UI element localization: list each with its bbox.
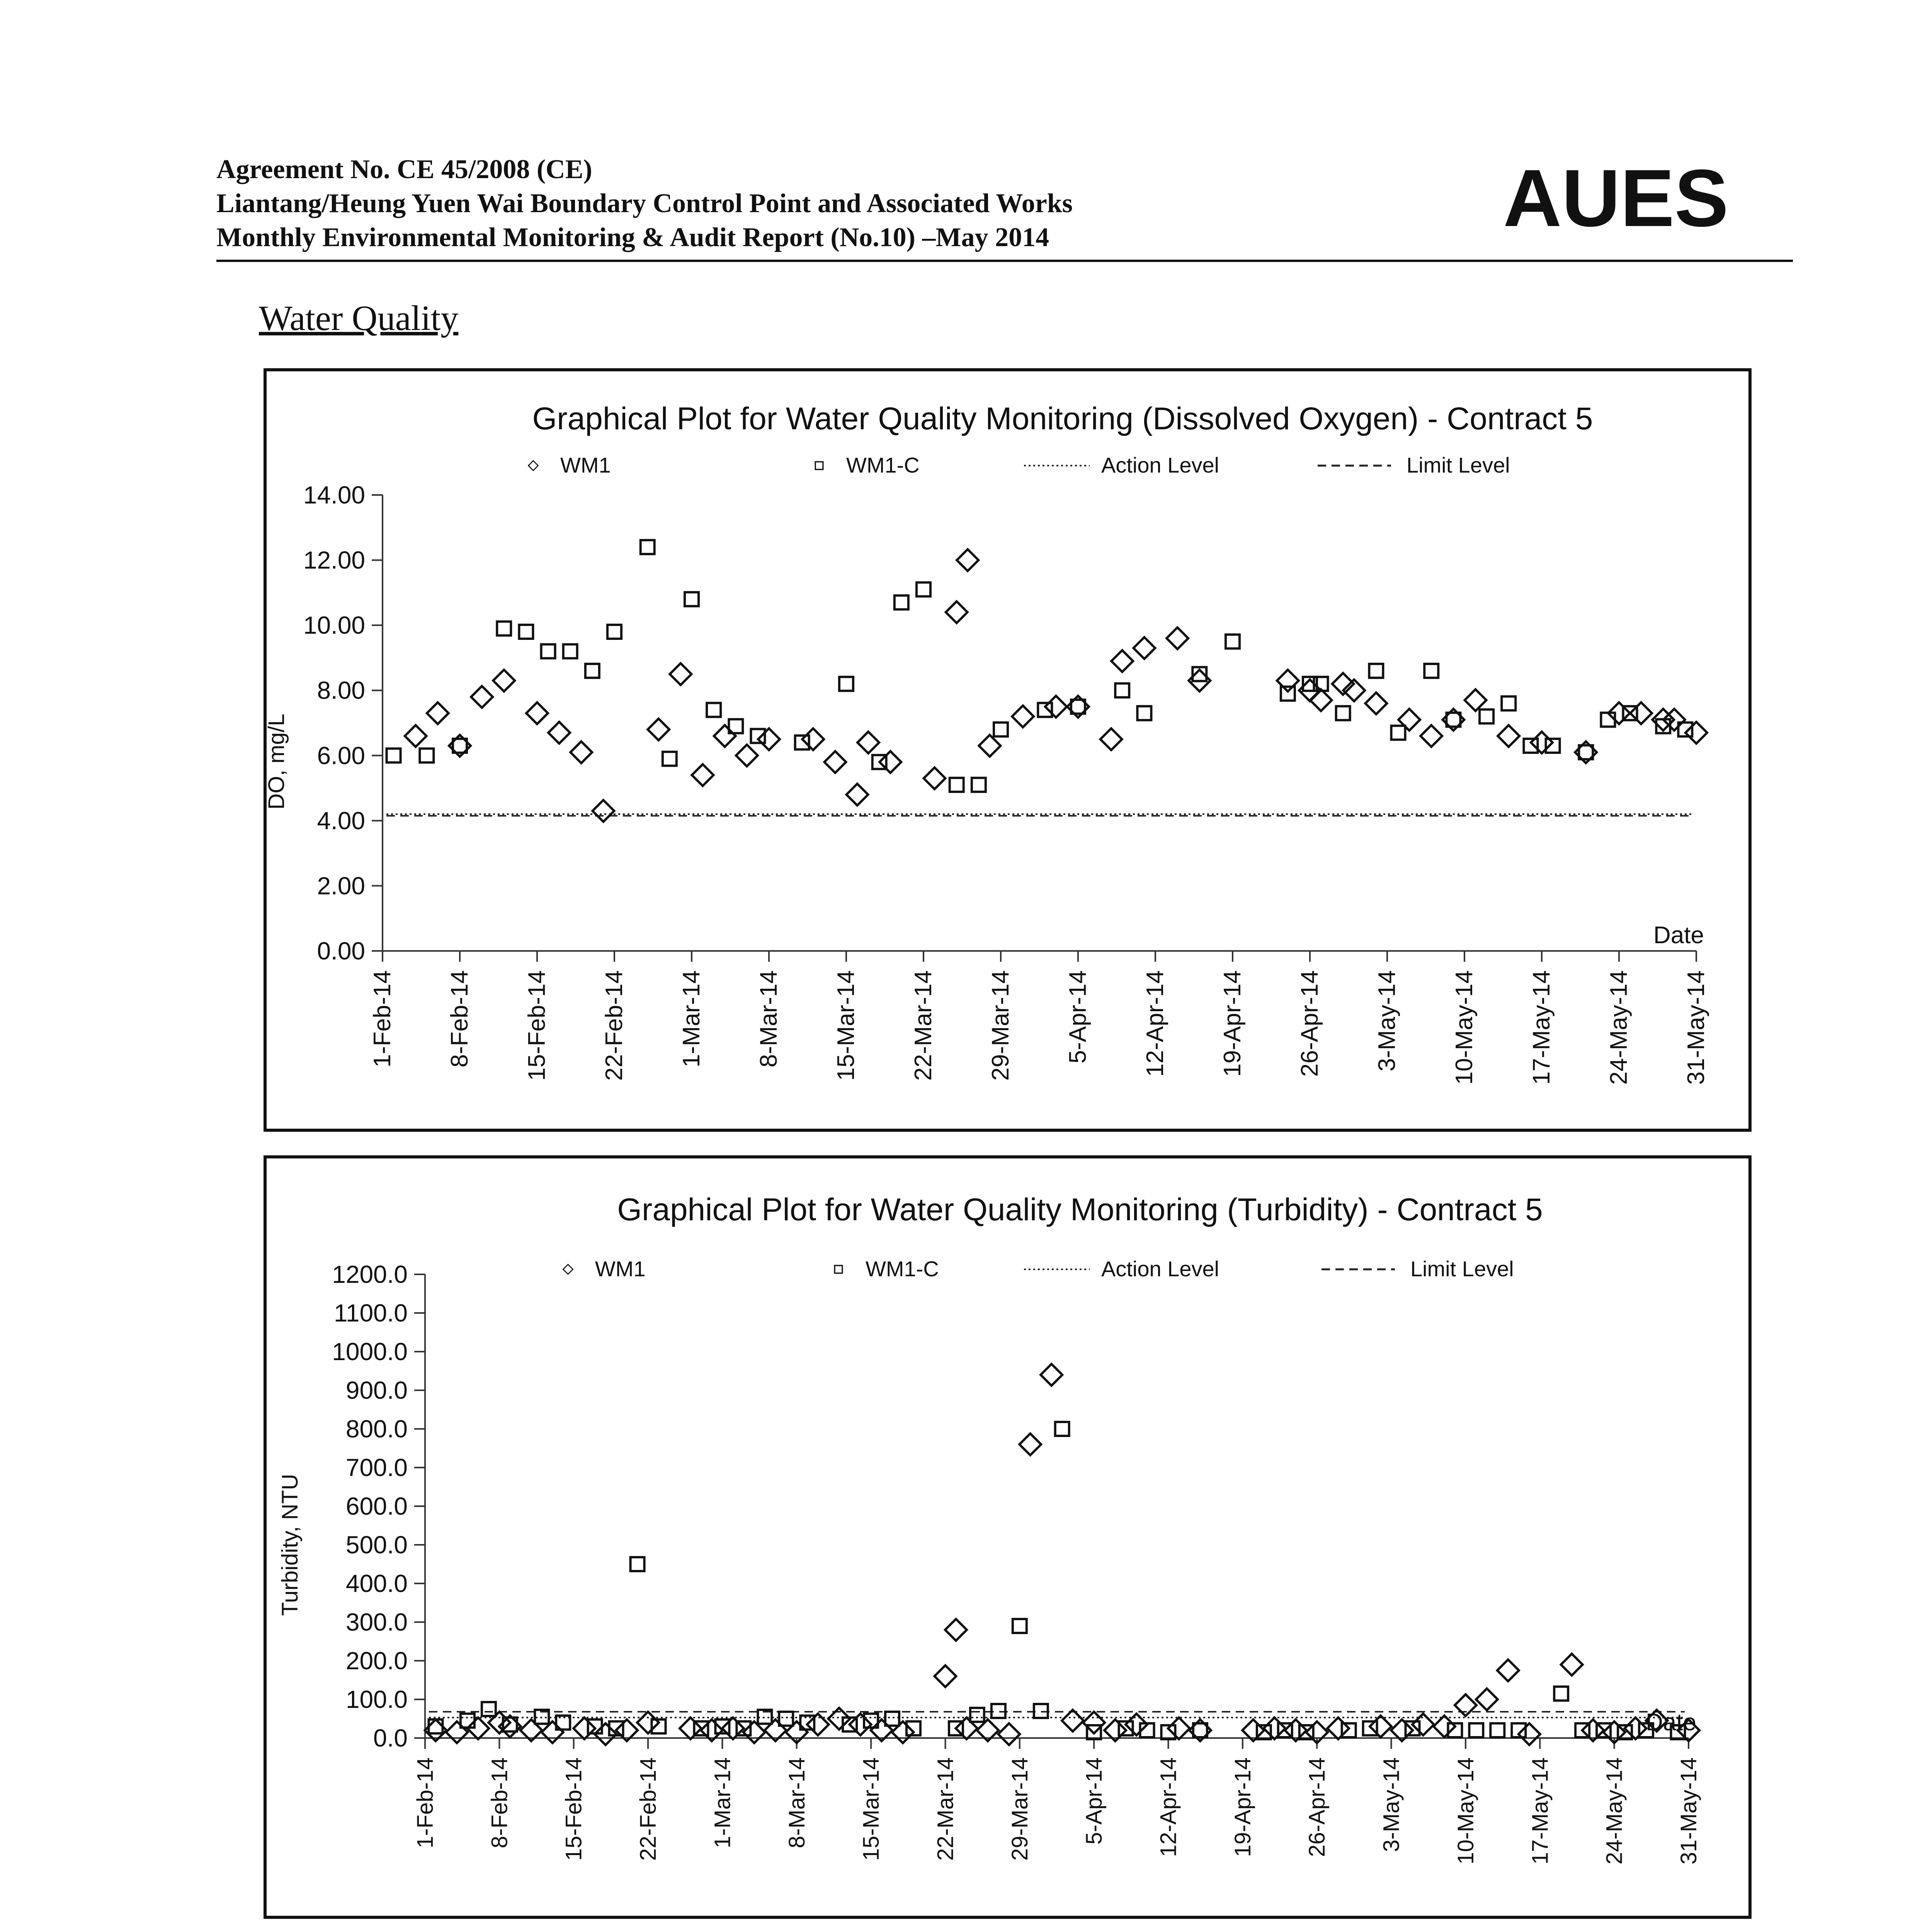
wm1-point bbox=[1498, 725, 1519, 747]
header-line-agreement: Agreement No. CE 45/2008 (CE) bbox=[216, 155, 592, 184]
wm1-c-point bbox=[420, 748, 434, 762]
x-tick-label: 15-Mar-14 bbox=[859, 1757, 884, 1861]
wm1-c-point bbox=[1502, 696, 1515, 710]
wm1-point bbox=[692, 764, 714, 786]
y-tick-label: 200.0 bbox=[345, 1647, 408, 1675]
x-tick-label: 8-Mar-14 bbox=[755, 970, 782, 1068]
wm1-point bbox=[979, 735, 1000, 757]
wm1-c-point bbox=[917, 582, 930, 596]
x-axis-label: Date bbox=[1653, 922, 1704, 949]
x-tick-label: 29-Mar-14 bbox=[1007, 1757, 1032, 1861]
wm1-c-point bbox=[588, 1719, 602, 1733]
wm1-point bbox=[857, 732, 879, 753]
x-tick-label: 1-Mar-14 bbox=[678, 970, 705, 1068]
wm1-point bbox=[1476, 1689, 1498, 1710]
legend-wm1-label: WM1 bbox=[560, 453, 611, 477]
wm1-point bbox=[1310, 689, 1332, 711]
y-tick-label: 900.0 bbox=[345, 1376, 408, 1404]
y-tick-label: 600.0 bbox=[345, 1492, 408, 1520]
wm1-c-point bbox=[519, 625, 533, 639]
y-tick-label: 4.00 bbox=[317, 806, 365, 835]
wm1-c-point bbox=[839, 677, 853, 691]
wm1-point bbox=[1327, 1718, 1349, 1739]
wm1-point bbox=[573, 1718, 595, 1739]
wm1-point bbox=[1062, 1710, 1083, 1731]
wm1-point bbox=[1012, 706, 1034, 727]
wm1-point bbox=[592, 800, 614, 822]
x-tick-label: 1-Feb-14 bbox=[369, 970, 396, 1068]
y-tick-label: 6.00 bbox=[317, 742, 365, 770]
wm1-point bbox=[1264, 1718, 1285, 1739]
wm1-point bbox=[1167, 628, 1188, 649]
y-tick-label: 100.0 bbox=[345, 1685, 408, 1713]
wm1-c-point bbox=[429, 1719, 442, 1733]
wm1-point bbox=[427, 702, 449, 724]
header-line-project: Liantang/Heung Yuen Wai Boundary Control Point and Associated Works bbox=[216, 189, 1073, 218]
wm1-c-point bbox=[1391, 726, 1405, 740]
x-tick-label: 5-Apr-14 bbox=[1082, 1757, 1107, 1845]
x-tick-label: 17-May-14 bbox=[1528, 970, 1555, 1085]
wm1-c-point bbox=[1055, 1422, 1069, 1436]
wm1-c-point bbox=[1115, 684, 1129, 697]
wm1-c-point bbox=[970, 1708, 984, 1722]
x-tick-label: 1-Feb-14 bbox=[413, 1757, 438, 1849]
x-tick-label: 24-May-14 bbox=[1602, 1757, 1627, 1865]
wm1-point bbox=[1133, 637, 1155, 659]
wm1-c-point bbox=[895, 595, 908, 609]
wm1-point bbox=[824, 751, 846, 773]
chart-title: Graphical Plot for Water Quality Monitoring (Dissolved Oxygen) - Contract 5 bbox=[532, 401, 1593, 436]
legend-action-label: Action Level bbox=[1101, 453, 1219, 477]
wm1-c-point bbox=[707, 703, 721, 717]
wm1-c-point bbox=[685, 592, 699, 606]
wm1-point bbox=[1168, 1718, 1190, 1739]
wm1-c-point bbox=[663, 752, 677, 766]
wm1-c-point bbox=[1369, 664, 1383, 678]
y-tick-label: 300.0 bbox=[345, 1608, 408, 1636]
x-tick-label: 22-Feb-14 bbox=[601, 970, 628, 1081]
wm1-point bbox=[471, 686, 493, 708]
wm1-point bbox=[1434, 1716, 1455, 1737]
do-chart bbox=[264, 371, 1748, 1129]
wm1-point bbox=[758, 728, 780, 750]
wm1-c-point bbox=[541, 645, 555, 658]
wm1-c-point bbox=[1281, 687, 1295, 701]
x-tick-label: 12-Apr-14 bbox=[1156, 1757, 1181, 1857]
wm1-point bbox=[945, 1619, 967, 1641]
wm1-point bbox=[548, 722, 570, 743]
wm1-point bbox=[1561, 1654, 1583, 1675]
wm1-point bbox=[493, 670, 515, 691]
turbidity-chart bbox=[267, 1158, 1748, 1916]
x-tick-label: 8-Feb-14 bbox=[446, 970, 473, 1068]
y-tick-label: 700.0 bbox=[345, 1454, 408, 1481]
wm1-c-point bbox=[1480, 709, 1493, 723]
y-tick-label: 0.00 bbox=[317, 937, 365, 965]
wm1-point bbox=[924, 767, 946, 789]
x-tick-label: 5-Apr-14 bbox=[1065, 970, 1091, 1064]
legend-wm1-c-label: WM1-C bbox=[846, 453, 920, 477]
wm1-c-point bbox=[1226, 634, 1240, 648]
legend-wm1-c-marker bbox=[815, 462, 823, 469]
wm1-point bbox=[802, 728, 824, 750]
wm1-c-point bbox=[631, 1557, 645, 1571]
wm1-c-point bbox=[779, 1712, 793, 1726]
x-tick-label: 19-Apr-14 bbox=[1230, 1757, 1255, 1857]
x-tick-label: 3-May-14 bbox=[1379, 1757, 1404, 1852]
x-tick-label: 10-May-14 bbox=[1453, 1757, 1478, 1865]
x-tick-label: 8-Mar-14 bbox=[784, 1757, 810, 1849]
wm1-c-point bbox=[1363, 1721, 1377, 1735]
y-tick-label: 0.0 bbox=[373, 1724, 408, 1752]
aues-logo bbox=[1503, 153, 1774, 245]
wm1-point bbox=[1041, 1364, 1062, 1386]
wm1-c-point bbox=[994, 723, 1008, 736]
wm1-point bbox=[648, 719, 669, 740]
logo-text: AUES bbox=[1503, 153, 1729, 243]
wm1-point bbox=[736, 745, 758, 766]
wm1-point bbox=[714, 725, 736, 747]
y-tick-label: 10.00 bbox=[303, 611, 365, 639]
y-axis-label: DO, mg/L bbox=[264, 713, 289, 810]
x-tick-label: 26-Apr-14 bbox=[1304, 1757, 1330, 1857]
x-tick-label: 31-May-14 bbox=[1683, 970, 1709, 1085]
wm1-point bbox=[1519, 1723, 1540, 1745]
x-tick-label: 22-Feb-14 bbox=[636, 1757, 661, 1861]
y-tick-label: 800.0 bbox=[345, 1415, 408, 1443]
y-axis-label: Turbidity, NTU bbox=[277, 1474, 303, 1616]
do-chart-frame bbox=[264, 368, 1752, 1132]
wm1-point bbox=[1685, 722, 1707, 743]
wm1-c-point bbox=[1601, 713, 1615, 727]
wm1-point bbox=[637, 1712, 659, 1733]
wm1-point bbox=[847, 784, 868, 805]
legend-wm1-marker bbox=[528, 461, 538, 470]
wm1-point bbox=[998, 1723, 1020, 1745]
wm1-point bbox=[1497, 1660, 1519, 1681]
y-tick-label: 1000.0 bbox=[332, 1338, 408, 1366]
wm1-point bbox=[1420, 725, 1442, 747]
x-tick-label: 8-Feb-14 bbox=[487, 1757, 512, 1849]
y-tick-label: 1100.0 bbox=[334, 1299, 408, 1327]
x-tick-label: 15-Mar-14 bbox=[833, 970, 859, 1081]
x-tick-label: 31-May-14 bbox=[1676, 1757, 1701, 1865]
wm1-point bbox=[1045, 696, 1067, 718]
wm1-point bbox=[1100, 728, 1122, 750]
section-title: Water Quality bbox=[259, 298, 459, 338]
wm1-point bbox=[1398, 709, 1420, 731]
wm1-c-point bbox=[1013, 1619, 1027, 1633]
wm1-point bbox=[1365, 692, 1387, 714]
wm1-point bbox=[1370, 1716, 1391, 1737]
wm1-c-point bbox=[1342, 1723, 1356, 1737]
wm1-c-point bbox=[387, 748, 401, 762]
x-tick-label: 15-Feb-14 bbox=[561, 1757, 587, 1861]
wm1-point bbox=[1019, 1434, 1041, 1455]
y-tick-label: 12.00 bbox=[303, 546, 365, 574]
wm1-c-point bbox=[950, 778, 964, 792]
wm1-point bbox=[1465, 689, 1486, 711]
legend-wm1-label: WM1 bbox=[595, 1257, 646, 1281]
wm1-c-point bbox=[1554, 1687, 1568, 1701]
header-line-report: Monthly Environmental Monitoring & Audit Report (No.10) –May 2014 bbox=[216, 223, 1049, 252]
wm1-c-point bbox=[482, 1702, 496, 1716]
wm1-c-point bbox=[885, 1712, 899, 1726]
wm1-point bbox=[934, 1665, 956, 1687]
x-tick-label: 1-Mar-14 bbox=[710, 1757, 735, 1849]
y-tick-label: 2.00 bbox=[317, 872, 365, 900]
wm1-c-point bbox=[563, 645, 577, 658]
wm1-point bbox=[1625, 1718, 1646, 1739]
report-header bbox=[216, 153, 1073, 255]
legend-action-label: Action Level bbox=[1101, 1257, 1219, 1281]
wm1-c-point bbox=[972, 778, 986, 792]
x-tick-label: 12-Apr-14 bbox=[1142, 970, 1168, 1077]
wm1-c-point bbox=[1137, 706, 1151, 720]
x-tick-label: 22-Mar-14 bbox=[910, 970, 937, 1081]
x-tick-label: 17-May-14 bbox=[1527, 1757, 1553, 1865]
header-divider bbox=[216, 260, 1793, 262]
x-tick-label: 26-Apr-14 bbox=[1296, 970, 1323, 1077]
wm1-point bbox=[446, 1721, 468, 1743]
x-axis-label: Date bbox=[1646, 1709, 1696, 1736]
legend-wm1-c-marker bbox=[835, 1265, 842, 1273]
legend-wm1-c-label: WM1-C bbox=[866, 1257, 939, 1281]
wm1-point bbox=[526, 702, 548, 724]
wm1-point bbox=[1455, 1694, 1476, 1716]
wm1-point bbox=[670, 663, 691, 685]
wm1-point bbox=[946, 601, 968, 623]
y-tick-label: 14.00 bbox=[303, 481, 365, 509]
x-tick-label: 19-Apr-14 bbox=[1219, 970, 1246, 1077]
y-tick-label: 400.0 bbox=[345, 1570, 408, 1597]
legend-limit-label: Limit Level bbox=[1410, 1257, 1514, 1281]
wm1-c-point bbox=[1490, 1723, 1504, 1737]
x-tick-label: 22-Mar-14 bbox=[933, 1757, 958, 1861]
x-tick-label: 15-Feb-14 bbox=[524, 970, 550, 1081]
y-tick-label: 1200.0 bbox=[332, 1260, 408, 1288]
x-tick-label: 24-May-14 bbox=[1605, 970, 1632, 1085]
x-tick-label: 29-Mar-14 bbox=[987, 970, 1014, 1081]
wm1-c-point bbox=[497, 622, 511, 636]
wm1-c-point bbox=[641, 540, 655, 554]
wm1-point bbox=[1111, 650, 1133, 672]
chart-title: Graphical Plot for Water Quality Monitoring (Turbidity) - Contract 5 bbox=[617, 1192, 1543, 1227]
legend-limit-label: Limit Level bbox=[1406, 453, 1510, 477]
wm1-c-point bbox=[1469, 1723, 1483, 1737]
turbidity-chart-frame bbox=[264, 1155, 1752, 1919]
x-tick-label: 10-May-14 bbox=[1451, 970, 1478, 1085]
y-tick-label: 500.0 bbox=[345, 1531, 408, 1559]
wm1-point bbox=[1531, 732, 1553, 753]
wm1-c-point bbox=[585, 664, 599, 678]
wm1-point bbox=[405, 725, 427, 747]
wm1-c-point bbox=[607, 625, 621, 639]
wm1-c-point bbox=[1336, 706, 1350, 720]
x-tick-label: 3-May-14 bbox=[1374, 970, 1400, 1071]
wm1-c-point bbox=[461, 1714, 474, 1728]
y-tick-label: 8.00 bbox=[317, 676, 365, 704]
legend-wm1-marker bbox=[563, 1264, 573, 1274]
wm1-point bbox=[957, 549, 978, 571]
wm1-c-point bbox=[1424, 664, 1438, 678]
wm1-point bbox=[570, 742, 592, 763]
